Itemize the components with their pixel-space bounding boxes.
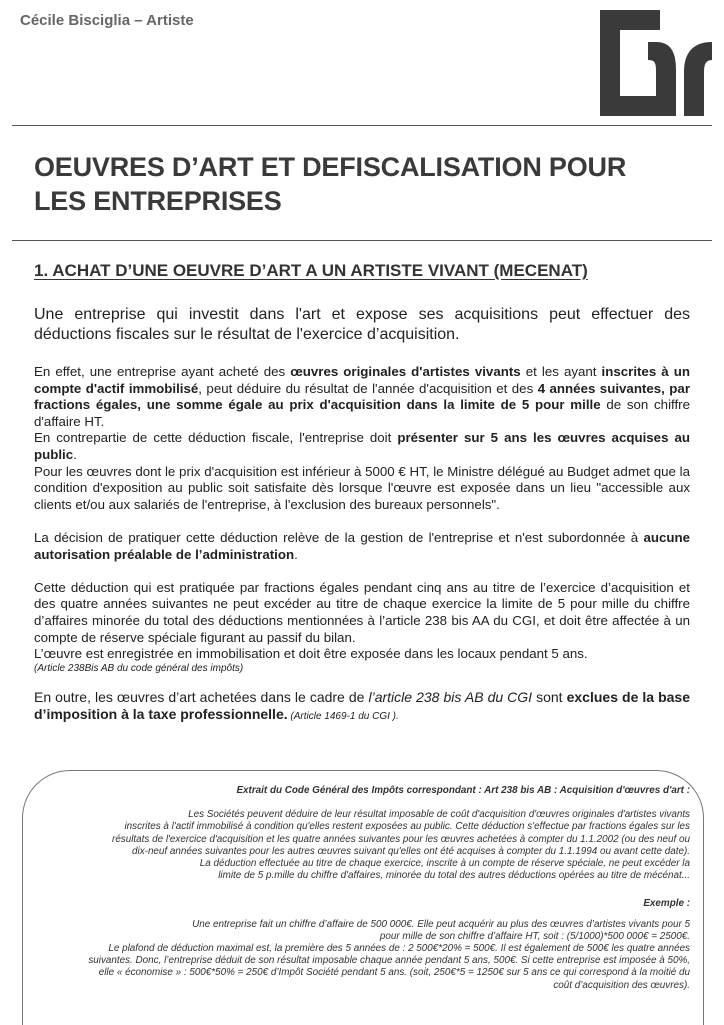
extract-line: limite de 5 p.mille du chiffre d'affaires, minorée du total des autres déductions opérées au titre de mécénat... (218, 870, 690, 882)
page-title-line-2: LES ENTREPRISES (34, 186, 282, 216)
text-run: En contrepartie de cette déduction fiscale, l'entreprise doit (34, 430, 398, 446)
page-title-line-1: OEUVRES D’ART ET DEFISCALISATION POUR (34, 152, 627, 182)
extract-line: inscrites à l'actif immobilisé à condition qu'elles restent exposées au public. Cette déduction s'effectue par fractions égales sur les (124, 821, 690, 833)
author-name: Cécile Bisciglia – Artiste (20, 12, 194, 29)
bold-run: 4 années suivantes, par fractions égales, une somme égale au prix d'acquisition dans la limite de 5 pour mille (34, 380, 690, 413)
section-heading: 1. ACHAT D’UNE OEUVRE D’ART A UN ARTISTE VIVANT (MECENAT) (34, 261, 588, 280)
page-title (34, 150, 704, 218)
extract-line: La déduction effectuée au titre de chaque exercice, inscrite à un compte de réserve spéciale, ne peut excéder la (199, 858, 690, 870)
paragraph-limit: Cette déduction qui est pratiquée par fractions égales pendant cinq ans au titre de l’exercice d’acquisition et des quatre années suivantes ne peut excéder au titre de chaque exercice la limite de 5 pour mille du chiffre d’affaires minorée du total des déductions mentionnées à l’article 238 bis AA du CGI, et doit être affectée à un compte de réserve spéciale figurant au passif du bilan. (34, 579, 690, 645)
paragraph-deduction (34, 364, 690, 430)
article-reference: (Article 238Bis AB du code général des impôts) (34, 662, 244, 674)
paragraph-decision (34, 530, 690, 563)
artist-logo (600, 10, 712, 116)
paragraph-exposition: Pour les œuvres dont le prix d'acquisition est inférieur à 5000 € HT, le Ministre délégué au Budget admet que la condition d'exposition au public soit satisfaite dès lorsque l'œuvre est exposée dans un lieu "accessible aux clients et/ou aux salariés de l'entreprise, à l'exclusion des bureaux personnels". (34, 463, 690, 512)
text-run: En effet, une entreprise ayant acheté des (34, 364, 291, 379)
article-reference: (Article 1469-1 du CGI ). (287, 711, 399, 723)
text-run: . (73, 446, 77, 462)
title-divider (12, 240, 712, 241)
text-run: , peut déduire du résultat de l'année d'acquisition et des (198, 380, 538, 396)
bold-run: œuvres originales d'artistes vivants (290, 364, 521, 379)
text-run: La décision de pratiquer cette déduction relève de la gestion de l'entreprise et n'est subordonnée à (34, 529, 644, 545)
extract-box-content (40, 785, 690, 992)
paragraph-tax-exclusion (34, 689, 690, 726)
paragraph-registration: L’œuvre est enregistrée en immobilisation et doit être exposée dans les locaux pendant 5 ans. (34, 646, 588, 662)
text-run: et les ayant (520, 364, 602, 379)
example-line: coût d’acquisition des œuvres). (553, 979, 690, 991)
extract-line: dix-neuf années suivantes pour les autres œuvres suivant qu'elles ont été acquises à compter du 1.1.1994 ou avant cette date). (132, 845, 690, 857)
example-line: suivantes. Donc, l’entreprise déduit de son résultat imposable chaque année pendant 5 ans, 500€. Si cette entreprise est imposée à 50%, (88, 955, 690, 967)
italic-run: l’article 238 bis AB du CGI (368, 688, 533, 705)
example-line: elle « économise » : 500€*50% = 250€ d’Impôt Société pendant 5 ans. (soit, 250€*5 = 1250€ sur 5 ans ce qui correspond à la moitié du (98, 967, 690, 979)
intro-paragraph: Une entreprise qui investit dans l'art et expose ses acquisitions peut effectuer des déductions fiscales sur le résultat de l'exercice d’acquisition. (34, 306, 690, 343)
text-run: sont (532, 688, 567, 705)
bold-run: présenter sur 5 ans les œuvres acquises au public (34, 430, 690, 462)
text-run: de son chiffre d'affaire HT. (34, 397, 691, 429)
extract-line: Les Sociétés peuvent déduire de leur résultat imposable de coût d'acquisition d'œuvres originales d'artistes vivants (188, 809, 690, 821)
header-divider (12, 125, 712, 126)
paragraph-counterpart (34, 430, 690, 463)
section-body (34, 305, 690, 726)
example-line: Une entreprise fait un chiffre d’affaire de 500 000€. Elle peut acquérir au plus des œuvres d’artistes vivants pour 5 (192, 918, 690, 930)
example-line: pour mille de son chiffre d’affaire HT, soit : (5/1000)*500 000€ = 2500€. (379, 930, 690, 942)
bold-run: inscrites à un compte d'actif immobilisé (34, 364, 690, 396)
extract-line: résultats de l'exercice d'acquisition et les quatre années suivantes pour les œuvres achetées à compter du 1.1.2002 (ou des neuf ou (112, 833, 690, 845)
example-line: Le plafond de déduction maximal est, la première des 5 années de : 2 500€*20% = 500€. Il est également de 500€ les quatre années (108, 943, 690, 955)
extract-title: Extrait du Code Général des Impôts correspondant : Art 238 bis AB : Acquisition d'œuvres d'art : (236, 785, 690, 796)
bold-run: exclues de la base d’imposition à la taxe professionnelle. (34, 688, 690, 723)
text-run: En outre, les œuvres d’art achetées dans le cadre de (34, 688, 369, 705)
text-run: . (294, 546, 298, 562)
bold-run: aucune autorisation préalable de l’administration (34, 529, 690, 562)
example-title: Exemple : (643, 898, 690, 910)
